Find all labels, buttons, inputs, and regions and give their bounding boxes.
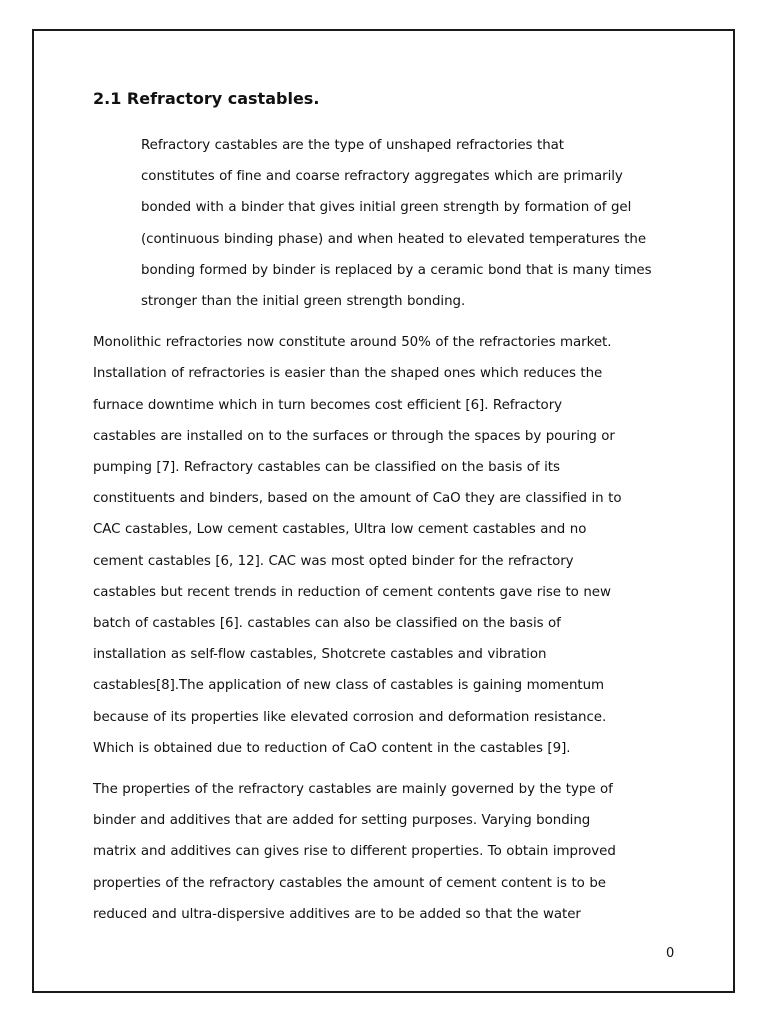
text-line: stronger than the initial green strength bonding. <box>141 294 466 310</box>
text-line: The properties of the refractory castables are mainly governed by the type of <box>93 782 613 798</box>
page-number: 0 <box>666 946 675 961</box>
text-line: reduced and ultra-dispersive additives are to be added so that the water <box>93 906 581 922</box>
section-heading: 2.1 Refractory castables. <box>93 89 320 108</box>
text-line: bonding formed by binder is replaced by a ceramic bond that is many times <box>141 262 652 278</box>
text-line: constitutes of fine and coarse refractory aggregates which are primarily <box>141 169 623 185</box>
text-line: castables are installed on to the surfaces or through the spaces by pouring or <box>93 428 615 444</box>
text-line: properties of the refractory castables the amount of cement content is to be <box>93 875 606 891</box>
text-line: furnace downtime which in turn becomes cost efficient [6]. Refractory <box>93 397 563 413</box>
paragraph-3 <box>93 774 673 930</box>
text-line: CAC castables, Low cement castables, Ultra low cement castables and no <box>93 522 587 538</box>
paragraph-1 <box>93 130 673 317</box>
text-line: because of its properties like elevated corrosion and deformation resistance. <box>93 709 607 725</box>
text-line: bonded with a binder that gives initial green strength by formation of gel <box>141 200 632 216</box>
text-line: binder and additives that are added for setting purposes. Varying bonding <box>93 813 591 829</box>
text-line: Which is obtained due to reduction of CaO content in the castables [9]. <box>93 740 571 756</box>
text-line: pumping [7]. Refractory castables can be classified on the basis of its <box>93 460 560 476</box>
document-body <box>93 88 673 940</box>
text-line: castables but recent trends in reduction of cement contents gave rise to new <box>93 584 611 600</box>
text-line: batch of castables [6]. castables can also be classified on the basis of <box>93 616 561 632</box>
paragraph-2 <box>93 327 673 764</box>
text-line: castables[8].The application of new class of castables is gaining momentum <box>93 678 605 694</box>
text-line: Installation of refractories is easier than the shaped ones which reduces the <box>93 366 603 382</box>
text-line: (continuous binding phase) and when heated to elevated temperatures the <box>141 231 647 247</box>
text-line: Monolithic refractories now constitute around 50% of the refractories market. <box>93 335 612 351</box>
text-line: matrix and additives can gives rise to different properties. To obtain improved <box>93 844 616 860</box>
text-line: cement castables [6, 12]. CAC was most opted binder for the refractory <box>93 553 574 569</box>
text-line: installation as self-flow castables, Shotcrete castables and vibration <box>93 647 547 663</box>
text-line: Refractory castables are the type of unshaped refractories that <box>141 138 564 153</box>
text-line: constituents and binders, based on the amount of CaO they are classified in to <box>93 491 622 507</box>
